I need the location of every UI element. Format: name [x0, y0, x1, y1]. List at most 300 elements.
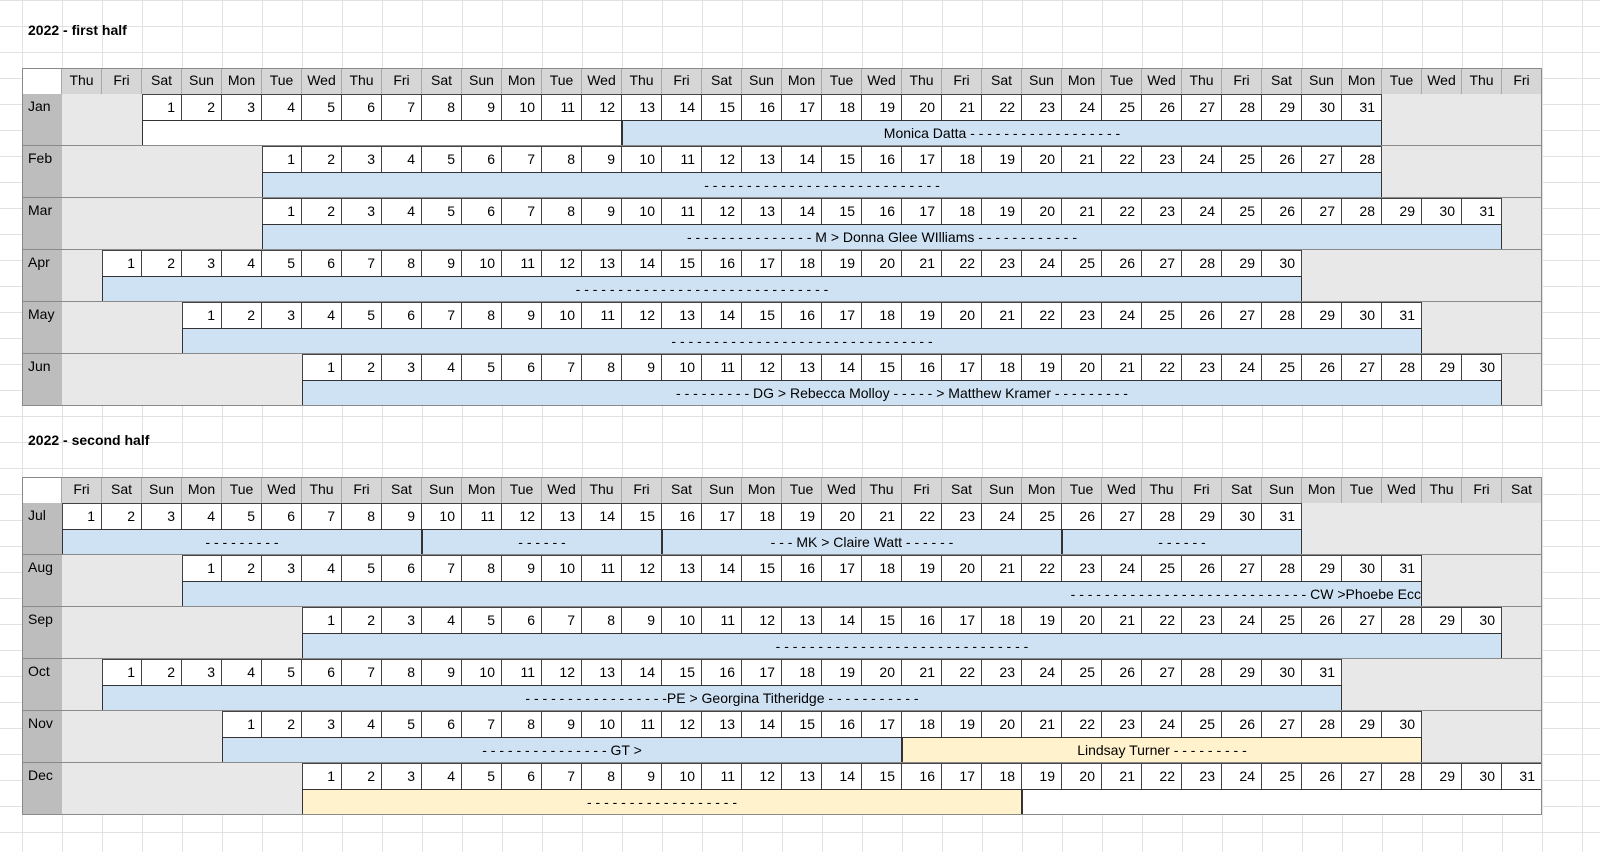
day-cell[interactable]: 21: [982, 555, 1022, 581]
day-cell[interactable]: 18: [862, 555, 902, 581]
day-cell[interactable]: 8: [582, 607, 622, 633]
day-cell[interactable]: 28: [1342, 198, 1382, 224]
day-cell[interactable]: 17: [822, 302, 862, 328]
month-label[interactable]: Aug: [22, 555, 62, 607]
day-cell[interactable]: 3: [262, 302, 302, 328]
day-cell[interactable]: 25: [1102, 94, 1142, 120]
day-cell[interactable]: 15: [822, 146, 862, 172]
day-cell[interactable]: 6: [382, 555, 422, 581]
day-cell[interactable]: 18: [942, 146, 982, 172]
day-cell[interactable]: 18: [942, 198, 982, 224]
day-cell[interactable]: 14: [582, 503, 622, 529]
month-label[interactable]: Oct: [22, 659, 62, 711]
weekday-header[interactable]: Sun: [182, 68, 222, 94]
day-cell[interactable]: 6: [342, 94, 382, 120]
day-cell[interactable]: 21: [1102, 763, 1142, 789]
day-cell[interactable]: 23: [982, 250, 1022, 276]
day-cell[interactable]: 2: [302, 146, 342, 172]
day-cell[interactable]: 17: [942, 607, 982, 633]
day-cell[interactable]: 24: [1222, 763, 1262, 789]
day-cell[interactable]: 4: [422, 607, 462, 633]
day-cell[interactable]: 6: [462, 198, 502, 224]
day-cell[interactable]: 6: [382, 302, 422, 328]
weekday-header[interactable]: Sun: [742, 68, 782, 94]
weekday-header[interactable]: Sat: [1222, 477, 1262, 503]
day-cell[interactable]: 25: [1142, 302, 1182, 328]
day-cell[interactable]: 9: [422, 250, 462, 276]
day-cell[interactable]: 26: [1062, 503, 1102, 529]
day-cell[interactable]: 29: [1222, 659, 1262, 685]
day-cell[interactable]: 28: [1302, 711, 1342, 737]
weekday-header[interactable]: Mon: [182, 477, 222, 503]
day-cell[interactable]: 23: [1062, 302, 1102, 328]
day-cell[interactable]: 11: [702, 607, 742, 633]
day-cell[interactable]: 25: [1262, 763, 1302, 789]
weekday-header[interactable]: Sun: [1022, 68, 1062, 94]
weekday-header[interactable]: Wed: [302, 68, 342, 94]
weekday-header[interactable]: Thu: [1462, 68, 1502, 94]
day-cell[interactable]: 11: [622, 711, 662, 737]
day-cell[interactable]: 20: [942, 302, 982, 328]
weekday-header[interactable]: Tue: [822, 68, 862, 94]
day-cell[interactable]: 30: [1422, 198, 1462, 224]
weekday-header[interactable]: Sun: [702, 477, 742, 503]
day-cell[interactable]: 17: [862, 711, 902, 737]
weekday-header[interactable]: Sun: [1262, 477, 1302, 503]
day-cell[interactable]: 21: [862, 503, 902, 529]
day-cell[interactable]: 6: [422, 711, 462, 737]
day-cell[interactable]: 16: [862, 198, 902, 224]
day-cell[interactable]: 7: [422, 555, 462, 581]
day-cell[interactable]: 17: [822, 555, 862, 581]
day-cell[interactable]: 14: [622, 250, 662, 276]
day-cell[interactable]: 30: [1462, 354, 1502, 380]
day-cell[interactable]: 13: [622, 94, 662, 120]
day-cell[interactable]: 31: [1382, 302, 1422, 328]
month-label[interactable]: Jun: [22, 354, 62, 406]
day-cell[interactable]: 7: [302, 503, 342, 529]
day-cell[interactable]: 22: [1062, 711, 1102, 737]
weekday-header[interactable]: Mon: [1302, 477, 1342, 503]
day-cell[interactable]: 14: [702, 555, 742, 581]
day-cell[interactable]: 29: [1222, 250, 1262, 276]
day-cell[interactable]: 18: [862, 302, 902, 328]
day-cell[interactable]: 24: [1102, 555, 1142, 581]
day-cell[interactable]: 14: [782, 146, 822, 172]
weekday-header[interactable]: Fri: [1462, 477, 1502, 503]
weekday-header[interactable]: Fri: [1222, 68, 1262, 94]
day-cell[interactable]: 23: [1182, 354, 1222, 380]
day-cell[interactable]: 1: [182, 302, 222, 328]
day-cell[interactable]: 21: [1062, 146, 1102, 172]
day-cell[interactable]: 16: [902, 763, 942, 789]
day-cell[interactable]: 27: [1342, 354, 1382, 380]
day-cell[interactable]: 25: [1182, 711, 1222, 737]
day-cell[interactable]: 15: [742, 555, 782, 581]
day-cell[interactable]: 16: [742, 94, 782, 120]
day-cell[interactable]: 26: [1142, 94, 1182, 120]
day-cell[interactable]: 8: [422, 94, 462, 120]
day-cell[interactable]: 1: [302, 354, 342, 380]
weekday-header[interactable]: Thu: [302, 477, 342, 503]
day-cell[interactable]: 30: [1342, 555, 1382, 581]
weekday-header[interactable]: Mon: [1062, 68, 1102, 94]
day-cell[interactable]: 10: [462, 250, 502, 276]
day-cell[interactable]: 21: [982, 302, 1022, 328]
day-cell[interactable]: 5: [382, 711, 422, 737]
day-cell[interactable]: 8: [502, 711, 542, 737]
weekday-header[interactable]: Thu: [62, 68, 102, 94]
day-cell[interactable]: 7: [342, 659, 382, 685]
day-cell[interactable]: 14: [782, 198, 822, 224]
day-cell[interactable]: 2: [182, 94, 222, 120]
weekday-header[interactable]: Tue: [782, 477, 822, 503]
day-cell[interactable]: 25: [1262, 354, 1302, 380]
day-cell[interactable]: 14: [622, 659, 662, 685]
day-cell[interactable]: 25: [1062, 250, 1102, 276]
day-cell[interactable]: 16: [782, 555, 822, 581]
day-cell[interactable]: 9: [382, 503, 422, 529]
weekday-header[interactable]: Thu: [1422, 477, 1462, 503]
day-cell[interactable]: 7: [422, 302, 462, 328]
day-cell[interactable]: 6: [502, 763, 542, 789]
weekday-header[interactable]: Mon: [502, 68, 542, 94]
day-cell[interactable]: 1: [182, 555, 222, 581]
day-cell[interactable]: 28: [1382, 763, 1422, 789]
day-cell[interactable]: 7: [542, 763, 582, 789]
day-cell[interactable]: 10: [582, 711, 622, 737]
weekday-header[interactable]: Fri: [902, 477, 942, 503]
day-cell[interactable]: 31: [1342, 94, 1382, 120]
day-cell[interactable]: 8: [582, 354, 622, 380]
day-cell[interactable]: 23: [1182, 763, 1222, 789]
day-cell[interactable]: 4: [422, 763, 462, 789]
day-cell[interactable]: 22: [982, 94, 1022, 120]
day-cell[interactable]: 2: [342, 607, 382, 633]
day-cell[interactable]: 12: [742, 607, 782, 633]
day-cell[interactable]: 11: [502, 659, 542, 685]
day-cell[interactable]: 27: [1142, 659, 1182, 685]
day-cell[interactable]: 2: [222, 302, 262, 328]
day-cell[interactable]: 30: [1382, 711, 1422, 737]
day-cell[interactable]: 19: [1022, 763, 1062, 789]
day-cell[interactable]: 13: [782, 763, 822, 789]
day-cell[interactable]: 2: [262, 711, 302, 737]
day-cell[interactable]: 8: [542, 146, 582, 172]
weekday-header[interactable]: Sun: [982, 477, 1022, 503]
weekday-header[interactable]: Sat: [422, 68, 462, 94]
day-cell[interactable]: 28: [1262, 302, 1302, 328]
day-cell[interactable]: 22: [1142, 607, 1182, 633]
day-cell[interactable]: 29: [1422, 607, 1462, 633]
day-cell[interactable]: 24: [1022, 659, 1062, 685]
day-cell[interactable]: 24: [1222, 354, 1262, 380]
day-cell[interactable]: 10: [622, 198, 662, 224]
weekday-header[interactable]: Fri: [1502, 68, 1542, 94]
day-cell[interactable]: 28: [1342, 146, 1382, 172]
day-cell[interactable]: 10: [542, 302, 582, 328]
day-cell[interactable]: 15: [862, 354, 902, 380]
day-cell[interactable]: 1: [302, 607, 342, 633]
day-cell[interactable]: 14: [702, 302, 742, 328]
weekday-header[interactable]: Sat: [942, 477, 982, 503]
day-cell[interactable]: 15: [622, 503, 662, 529]
day-cell[interactable]: 12: [662, 711, 702, 737]
day-cell[interactable]: 15: [862, 763, 902, 789]
day-cell[interactable]: 18: [782, 250, 822, 276]
day-cell[interactable]: 17: [742, 659, 782, 685]
day-cell[interactable]: 26: [1262, 198, 1302, 224]
day-cell[interactable]: 23: [1142, 198, 1182, 224]
weekday-header[interactable]: Sun: [1302, 68, 1342, 94]
day-cell[interactable]: 31: [1462, 198, 1502, 224]
day-cell[interactable]: 19: [822, 250, 862, 276]
day-cell[interactable]: 30: [1342, 302, 1382, 328]
day-cell[interactable]: 21: [1102, 354, 1142, 380]
day-cell[interactable]: 16: [822, 711, 862, 737]
month-label[interactable]: Sep: [22, 607, 62, 659]
day-cell[interactable]: 8: [342, 503, 382, 529]
day-cell[interactable]: 11: [502, 250, 542, 276]
day-cell[interactable]: 28: [1182, 659, 1222, 685]
day-cell[interactable]: 1: [102, 250, 142, 276]
day-cell[interactable]: 30: [1462, 763, 1502, 789]
day-cell[interactable]: 27: [1102, 503, 1142, 529]
day-cell[interactable]: 4: [262, 94, 302, 120]
day-cell[interactable]: 3: [382, 354, 422, 380]
day-cell[interactable]: 14: [822, 763, 862, 789]
day-cell[interactable]: 29: [1342, 711, 1382, 737]
day-cell[interactable]: 14: [822, 354, 862, 380]
weekday-header[interactable]: Wed: [542, 477, 582, 503]
weekday-header[interactable]: Wed: [1422, 68, 1462, 94]
weekday-header[interactable]: Sat: [102, 477, 142, 503]
day-cell[interactable]: 27: [1142, 250, 1182, 276]
day-cell[interactable]: 9: [582, 146, 622, 172]
day-cell[interactable]: 10: [542, 555, 582, 581]
day-cell[interactable]: 8: [382, 659, 422, 685]
day-cell[interactable]: 26: [1182, 555, 1222, 581]
day-cell[interactable]: 16: [902, 354, 942, 380]
day-cell[interactable]: 26: [1302, 607, 1342, 633]
day-cell[interactable]: 15: [662, 250, 702, 276]
day-cell[interactable]: 12: [542, 250, 582, 276]
day-cell[interactable]: 6: [502, 607, 542, 633]
day-cell[interactable]: 5: [462, 354, 502, 380]
day-cell[interactable]: 22: [942, 250, 982, 276]
weekday-header[interactable]: Sat: [982, 68, 1022, 94]
day-cell[interactable]: 21: [1022, 711, 1062, 737]
day-cell[interactable]: 20: [1062, 763, 1102, 789]
day-cell[interactable]: 31: [1502, 763, 1542, 789]
day-cell[interactable]: 23: [1022, 94, 1062, 120]
day-cell[interactable]: 16: [782, 302, 822, 328]
day-cell[interactable]: 4: [302, 555, 342, 581]
day-cell[interactable]: 12: [702, 146, 742, 172]
day-cell[interactable]: 13: [662, 555, 702, 581]
weekday-header[interactable]: Mon: [1022, 477, 1062, 503]
day-cell[interactable]: 21: [942, 94, 982, 120]
day-cell[interactable]: 19: [942, 711, 982, 737]
weekday-header[interactable]: Fri: [942, 68, 982, 94]
day-cell[interactable]: 31: [1382, 555, 1422, 581]
day-cell[interactable]: 13: [582, 250, 622, 276]
day-cell[interactable]: 3: [342, 198, 382, 224]
day-cell[interactable]: 20: [862, 250, 902, 276]
day-cell[interactable]: 13: [582, 659, 622, 685]
day-cell[interactable]: 20: [1022, 146, 1062, 172]
day-cell[interactable]: 5: [262, 250, 302, 276]
day-cell[interactable]: 10: [662, 763, 702, 789]
day-cell[interactable]: 3: [302, 711, 342, 737]
day-cell[interactable]: 4: [342, 711, 382, 737]
weekday-header[interactable]: Sat: [142, 68, 182, 94]
day-cell[interactable]: 11: [702, 354, 742, 380]
day-cell[interactable]: 29: [1262, 94, 1302, 120]
weekday-header[interactable]: Thu: [622, 68, 662, 94]
day-cell[interactable]: 18: [782, 659, 822, 685]
day-cell[interactable]: 4: [382, 146, 422, 172]
day-cell[interactable]: 27: [1182, 94, 1222, 120]
day-cell[interactable]: 26: [1182, 302, 1222, 328]
day-cell[interactable]: 12: [702, 198, 742, 224]
day-cell[interactable]: 29: [1302, 555, 1342, 581]
day-cell[interactable]: 22: [1142, 763, 1182, 789]
day-cell[interactable]: 19: [902, 555, 942, 581]
day-cell[interactable]: 11: [582, 302, 622, 328]
day-cell[interactable]: 13: [782, 354, 822, 380]
day-cell[interactable]: 16: [902, 607, 942, 633]
day-cell[interactable]: 24: [1182, 198, 1222, 224]
day-cell[interactable]: 17: [702, 503, 742, 529]
day-cell[interactable]: 24: [1142, 711, 1182, 737]
day-cell[interactable]: 16: [702, 659, 742, 685]
day-cell[interactable]: 25: [1222, 198, 1262, 224]
day-cell[interactable]: 22: [1102, 146, 1142, 172]
month-label[interactable]: Jan: [22, 94, 62, 146]
day-cell[interactable]: 2: [342, 354, 382, 380]
day-cell[interactable]: 18: [982, 763, 1022, 789]
weekday-header[interactable]: Tue: [222, 477, 262, 503]
day-cell[interactable]: 18: [982, 607, 1022, 633]
day-cell[interactable]: 17: [942, 354, 982, 380]
day-cell[interactable]: 3: [182, 250, 222, 276]
weekday-header[interactable]: Sat: [1262, 68, 1302, 94]
day-cell[interactable]: 9: [502, 302, 542, 328]
day-cell[interactable]: 26: [1302, 354, 1342, 380]
day-cell[interactable]: 20: [942, 555, 982, 581]
day-cell[interactable]: 29: [1382, 198, 1422, 224]
day-cell[interactable]: 29: [1182, 503, 1222, 529]
day-cell[interactable]: 29: [1422, 763, 1462, 789]
day-cell[interactable]: 4: [382, 198, 422, 224]
day-cell[interactable]: 28: [1142, 503, 1182, 529]
day-cell[interactable]: 18: [742, 503, 782, 529]
day-cell[interactable]: 21: [1062, 198, 1102, 224]
weekday-header[interactable]: Wed: [582, 68, 622, 94]
day-cell[interactable]: 9: [622, 354, 662, 380]
day-cell[interactable]: 10: [422, 503, 462, 529]
weekday-header[interactable]: Sat: [662, 477, 702, 503]
day-cell[interactable]: 3: [342, 146, 382, 172]
day-cell[interactable]: 22: [1142, 354, 1182, 380]
day-cell[interactable]: 24: [1062, 94, 1102, 120]
day-cell[interactable]: 12: [502, 503, 542, 529]
day-cell[interactable]: 5: [422, 198, 462, 224]
day-cell[interactable]: 22: [1022, 555, 1062, 581]
day-cell[interactable]: 5: [222, 503, 262, 529]
day-cell[interactable]: 29: [1302, 302, 1342, 328]
day-cell[interactable]: 2: [222, 555, 262, 581]
day-cell[interactable]: 1: [262, 198, 302, 224]
day-cell[interactable]: 15: [862, 607, 902, 633]
day-cell[interactable]: 11: [542, 94, 582, 120]
day-cell[interactable]: 9: [582, 198, 622, 224]
day-cell[interactable]: 10: [662, 607, 702, 633]
weekday-header[interactable]: Thu: [582, 477, 622, 503]
day-cell[interactable]: 12: [542, 659, 582, 685]
day-cell[interactable]: 17: [942, 763, 982, 789]
day-cell[interactable]: 29: [1422, 354, 1462, 380]
day-cell[interactable]: 31: [1262, 503, 1302, 529]
weekday-header[interactable]: Wed: [262, 477, 302, 503]
weekday-header[interactable]: Thu: [902, 68, 942, 94]
weekday-header[interactable]: Fri: [1182, 477, 1222, 503]
day-cell[interactable]: 19: [1022, 354, 1062, 380]
day-cell[interactable]: 4: [182, 503, 222, 529]
weekday-header[interactable]: Thu: [1182, 68, 1222, 94]
day-cell[interactable]: 23: [982, 659, 1022, 685]
day-cell[interactable]: 18: [822, 94, 862, 120]
day-cell[interactable]: 14: [822, 607, 862, 633]
day-cell[interactable]: 25: [1142, 555, 1182, 581]
day-cell[interactable]: 28: [1182, 250, 1222, 276]
weekday-header[interactable]: Thu: [1142, 477, 1182, 503]
day-cell[interactable]: 23: [1062, 555, 1102, 581]
month-label[interactable]: May: [22, 302, 62, 354]
day-cell[interactable]: 13: [542, 503, 582, 529]
day-cell[interactable]: 17: [782, 94, 822, 120]
weekday-header[interactable]: Fri: [62, 477, 102, 503]
day-cell[interactable]: 26: [1222, 711, 1262, 737]
weekday-header[interactable]: Wed: [862, 68, 902, 94]
day-cell[interactable]: 12: [742, 354, 782, 380]
day-cell[interactable]: 25: [1062, 659, 1102, 685]
day-cell[interactable]: 6: [502, 354, 542, 380]
day-cell[interactable]: 15: [702, 94, 742, 120]
day-cell[interactable]: 23: [1102, 711, 1142, 737]
weekday-header[interactable]: Fri: [102, 68, 142, 94]
day-cell[interactable]: 19: [1022, 607, 1062, 633]
day-cell[interactable]: 15: [782, 711, 822, 737]
day-cell[interactable]: 13: [702, 711, 742, 737]
day-cell[interactable]: 5: [342, 555, 382, 581]
weekday-header[interactable]: Thu: [342, 68, 382, 94]
day-cell[interactable]: 9: [542, 711, 582, 737]
day-cell[interactable]: 11: [702, 763, 742, 789]
day-cell[interactable]: 7: [502, 198, 542, 224]
day-cell[interactable]: 24: [1022, 250, 1062, 276]
day-cell[interactable]: 14: [662, 94, 702, 120]
day-cell[interactable]: 9: [622, 607, 662, 633]
month-label[interactable]: Nov: [22, 711, 62, 763]
day-cell[interactable]: 20: [1062, 607, 1102, 633]
day-cell[interactable]: 28: [1222, 94, 1262, 120]
day-cell[interactable]: 5: [422, 146, 462, 172]
weekday-header[interactable]: Tue: [502, 477, 542, 503]
day-cell[interactable]: 27: [1342, 763, 1382, 789]
day-cell[interactable]: 1: [302, 763, 342, 789]
